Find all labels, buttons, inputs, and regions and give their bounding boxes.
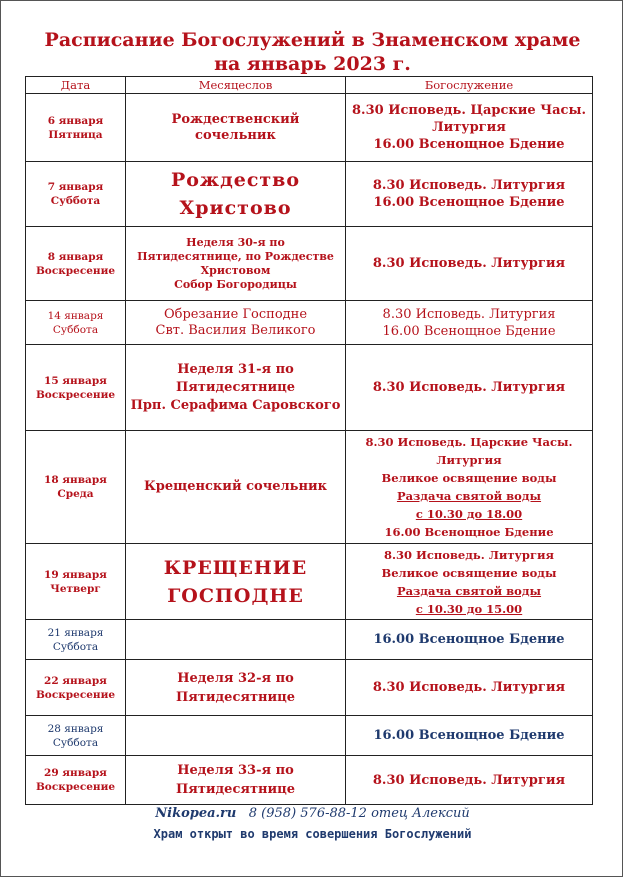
calendar-cell bbox=[126, 301, 346, 345]
service-cell bbox=[346, 620, 593, 660]
calendar-cell bbox=[126, 227, 346, 301]
header-service: Богослужение bbox=[346, 77, 593, 94]
table-row bbox=[26, 660, 593, 716]
weekday-text: Пятница bbox=[48, 128, 103, 141]
calendar-line: Обрезание Господне bbox=[163, 306, 308, 322]
date-text: 6 января bbox=[47, 114, 104, 127]
date-text: 28 января bbox=[47, 722, 104, 735]
service-cell bbox=[346, 301, 593, 345]
date-cell bbox=[26, 162, 126, 227]
table-row bbox=[26, 162, 593, 227]
header-calendar: Месяцеслов bbox=[126, 77, 346, 94]
date-cell bbox=[26, 431, 126, 544]
service-line: Великое освящение воды bbox=[381, 565, 557, 580]
weekday-text: Воскресение bbox=[35, 388, 116, 401]
contact-line bbox=[1, 805, 623, 823]
service-cell bbox=[346, 94, 593, 162]
water-distribution-time: с 10.30 до 18.00 bbox=[415, 507, 523, 521]
water-distribution-time: с 10.30 до 15.00 bbox=[415, 601, 523, 616]
weekday-text: Суббота bbox=[52, 736, 99, 749]
service-line: 8.30 Исповедь. Царские Часы. bbox=[365, 435, 573, 449]
calendar-cell bbox=[126, 345, 346, 431]
service-line: 16.00 Всенощное Бдение bbox=[373, 632, 565, 647]
date-cell bbox=[26, 544, 126, 620]
service-cell bbox=[346, 227, 593, 301]
weekday-text: Воскресение bbox=[35, 781, 116, 793]
table-row bbox=[26, 431, 593, 544]
calendar-line: Прп. Серафима Саровского bbox=[130, 397, 341, 413]
service-line: 8.30 Исповедь. Литургия bbox=[372, 178, 566, 193]
page-title: Расписание Богослужений в Знаменском храме bbox=[44, 29, 581, 51]
table-row bbox=[26, 716, 593, 756]
page-subtitle: на январь 2023 г. bbox=[214, 53, 411, 75]
date-text: 21 января bbox=[47, 626, 104, 639]
date-text: 19 января bbox=[44, 568, 107, 581]
calendar-line: Христовом bbox=[200, 263, 271, 277]
header-date: Дата bbox=[26, 77, 126, 94]
calendar-line: Неделя 33-я по bbox=[177, 763, 294, 778]
weekday-text: Суббота bbox=[52, 323, 99, 336]
calendar-cell bbox=[126, 660, 346, 716]
service-line: 16.00 Всенощное Бдение bbox=[384, 525, 554, 539]
water-distribution-line: Раздача святой воды bbox=[396, 489, 542, 503]
service-cell bbox=[346, 345, 593, 431]
weekday-text: Четверг bbox=[50, 582, 101, 595]
table-row bbox=[26, 345, 593, 431]
weekday-text: Среда bbox=[57, 488, 94, 500]
service-line: Великое освящение воды bbox=[381, 471, 557, 485]
date-text: 8 января bbox=[47, 250, 104, 263]
website-link[interactable]: Nikopea.ru bbox=[155, 806, 237, 821]
water-distribution-line: Раздача святой воды bbox=[396, 583, 542, 598]
service-line: 8.30 Исповедь. Царские Часы. bbox=[352, 103, 586, 118]
calendar-cell bbox=[126, 756, 346, 805]
service-line: 8.30 Исповедь. Литургия bbox=[372, 772, 566, 788]
phone-contact: 8 (958) 576-88-12 отец Алексий bbox=[248, 806, 470, 821]
date-cell bbox=[26, 620, 126, 660]
calendar-cell bbox=[126, 431, 346, 544]
service-line: 8.30 Исповедь. Литургия bbox=[372, 380, 566, 395]
calendar-line: Неделя 30-я по bbox=[186, 235, 285, 249]
opening-note: Храм открыт во время совершения Богослужений bbox=[153, 827, 472, 841]
service-line: 16.00 Всенощное Бдение bbox=[373, 137, 565, 152]
date-cell bbox=[26, 756, 126, 805]
weekday-text: Воскресение bbox=[35, 688, 116, 701]
date-cell bbox=[26, 345, 126, 431]
date-text: 18 января bbox=[44, 474, 107, 486]
service-line: 8.30 Исповедь. Литургия bbox=[372, 680, 566, 695]
table-row bbox=[26, 756, 593, 805]
date-text: 15 января bbox=[44, 374, 107, 387]
calendar-line: Пятидесятнице bbox=[175, 782, 296, 797]
calendar-line: Неделя 32-я по bbox=[177, 670, 294, 686]
service-line: 8.30 Исповедь. Литургия bbox=[372, 256, 566, 271]
calendar-line: сочельник bbox=[195, 127, 276, 143]
date-cell bbox=[26, 227, 126, 301]
service-line: 16.00 Всенощное Бдение bbox=[382, 323, 556, 339]
service-line: 8.30 Исповедь. Литургия bbox=[383, 547, 555, 562]
weekday-text: Суббота bbox=[50, 195, 101, 207]
date-text: 29 января bbox=[44, 767, 107, 779]
service-line: Литургия bbox=[432, 120, 506, 135]
table-header-row bbox=[26, 77, 593, 94]
service-cell bbox=[346, 716, 593, 756]
calendar-line: Крещенский сочельник bbox=[143, 479, 328, 494]
service-line: 8.30 Исповедь. Литургия bbox=[382, 306, 556, 322]
calendar-cell bbox=[126, 544, 346, 620]
calendar-line: Христово bbox=[179, 197, 292, 219]
weekday-text: Воскресение bbox=[35, 264, 116, 277]
table-row bbox=[26, 620, 593, 660]
date-text: 22 января bbox=[44, 674, 107, 687]
table-row bbox=[26, 94, 593, 162]
calendar-cell bbox=[126, 94, 346, 162]
calendar-line: Пятидесятнице bbox=[175, 379, 296, 395]
service-cell bbox=[346, 756, 593, 805]
weekday-text: Суббота bbox=[52, 640, 99, 653]
service-cell bbox=[346, 162, 593, 227]
calendar-line: КРЕЩЕНИЕ bbox=[163, 556, 308, 579]
date-cell bbox=[26, 716, 126, 756]
date-text: 14 января bbox=[47, 309, 104, 322]
calendar-line: Рождественский bbox=[171, 111, 300, 127]
table-row bbox=[26, 301, 593, 345]
service-cell bbox=[346, 431, 593, 544]
service-cell bbox=[346, 544, 593, 620]
date-cell bbox=[26, 301, 126, 345]
table-row bbox=[26, 544, 593, 620]
date-cell bbox=[26, 94, 126, 162]
schedule-table bbox=[25, 76, 593, 805]
date-cell bbox=[26, 660, 126, 716]
calendar-line: Пятидесятнице bbox=[175, 689, 296, 705]
calendar-line: Свт. Василия Великого bbox=[155, 322, 316, 338]
calendar-line: Неделя 31-я по bbox=[177, 361, 294, 377]
service-line: 16.00 Всенощное Бдение bbox=[373, 195, 565, 210]
service-line: Литургия bbox=[436, 453, 502, 467]
calendar-line: Собор Богородицы bbox=[174, 277, 297, 291]
table-row bbox=[26, 227, 593, 301]
calendar-cell bbox=[126, 620, 346, 660]
service-cell bbox=[346, 660, 593, 716]
calendar-cell bbox=[126, 162, 346, 227]
service-line: 16.00 Всенощное Бдение bbox=[373, 728, 565, 743]
calendar-line: Рождество bbox=[170, 169, 301, 191]
calendar-cell bbox=[126, 716, 346, 756]
calendar-line: ГОСПОДНЕ bbox=[167, 584, 304, 607]
date-text: 7 января bbox=[47, 181, 104, 193]
calendar-line: Пятидесятнице, по Рождестве bbox=[137, 249, 334, 263]
